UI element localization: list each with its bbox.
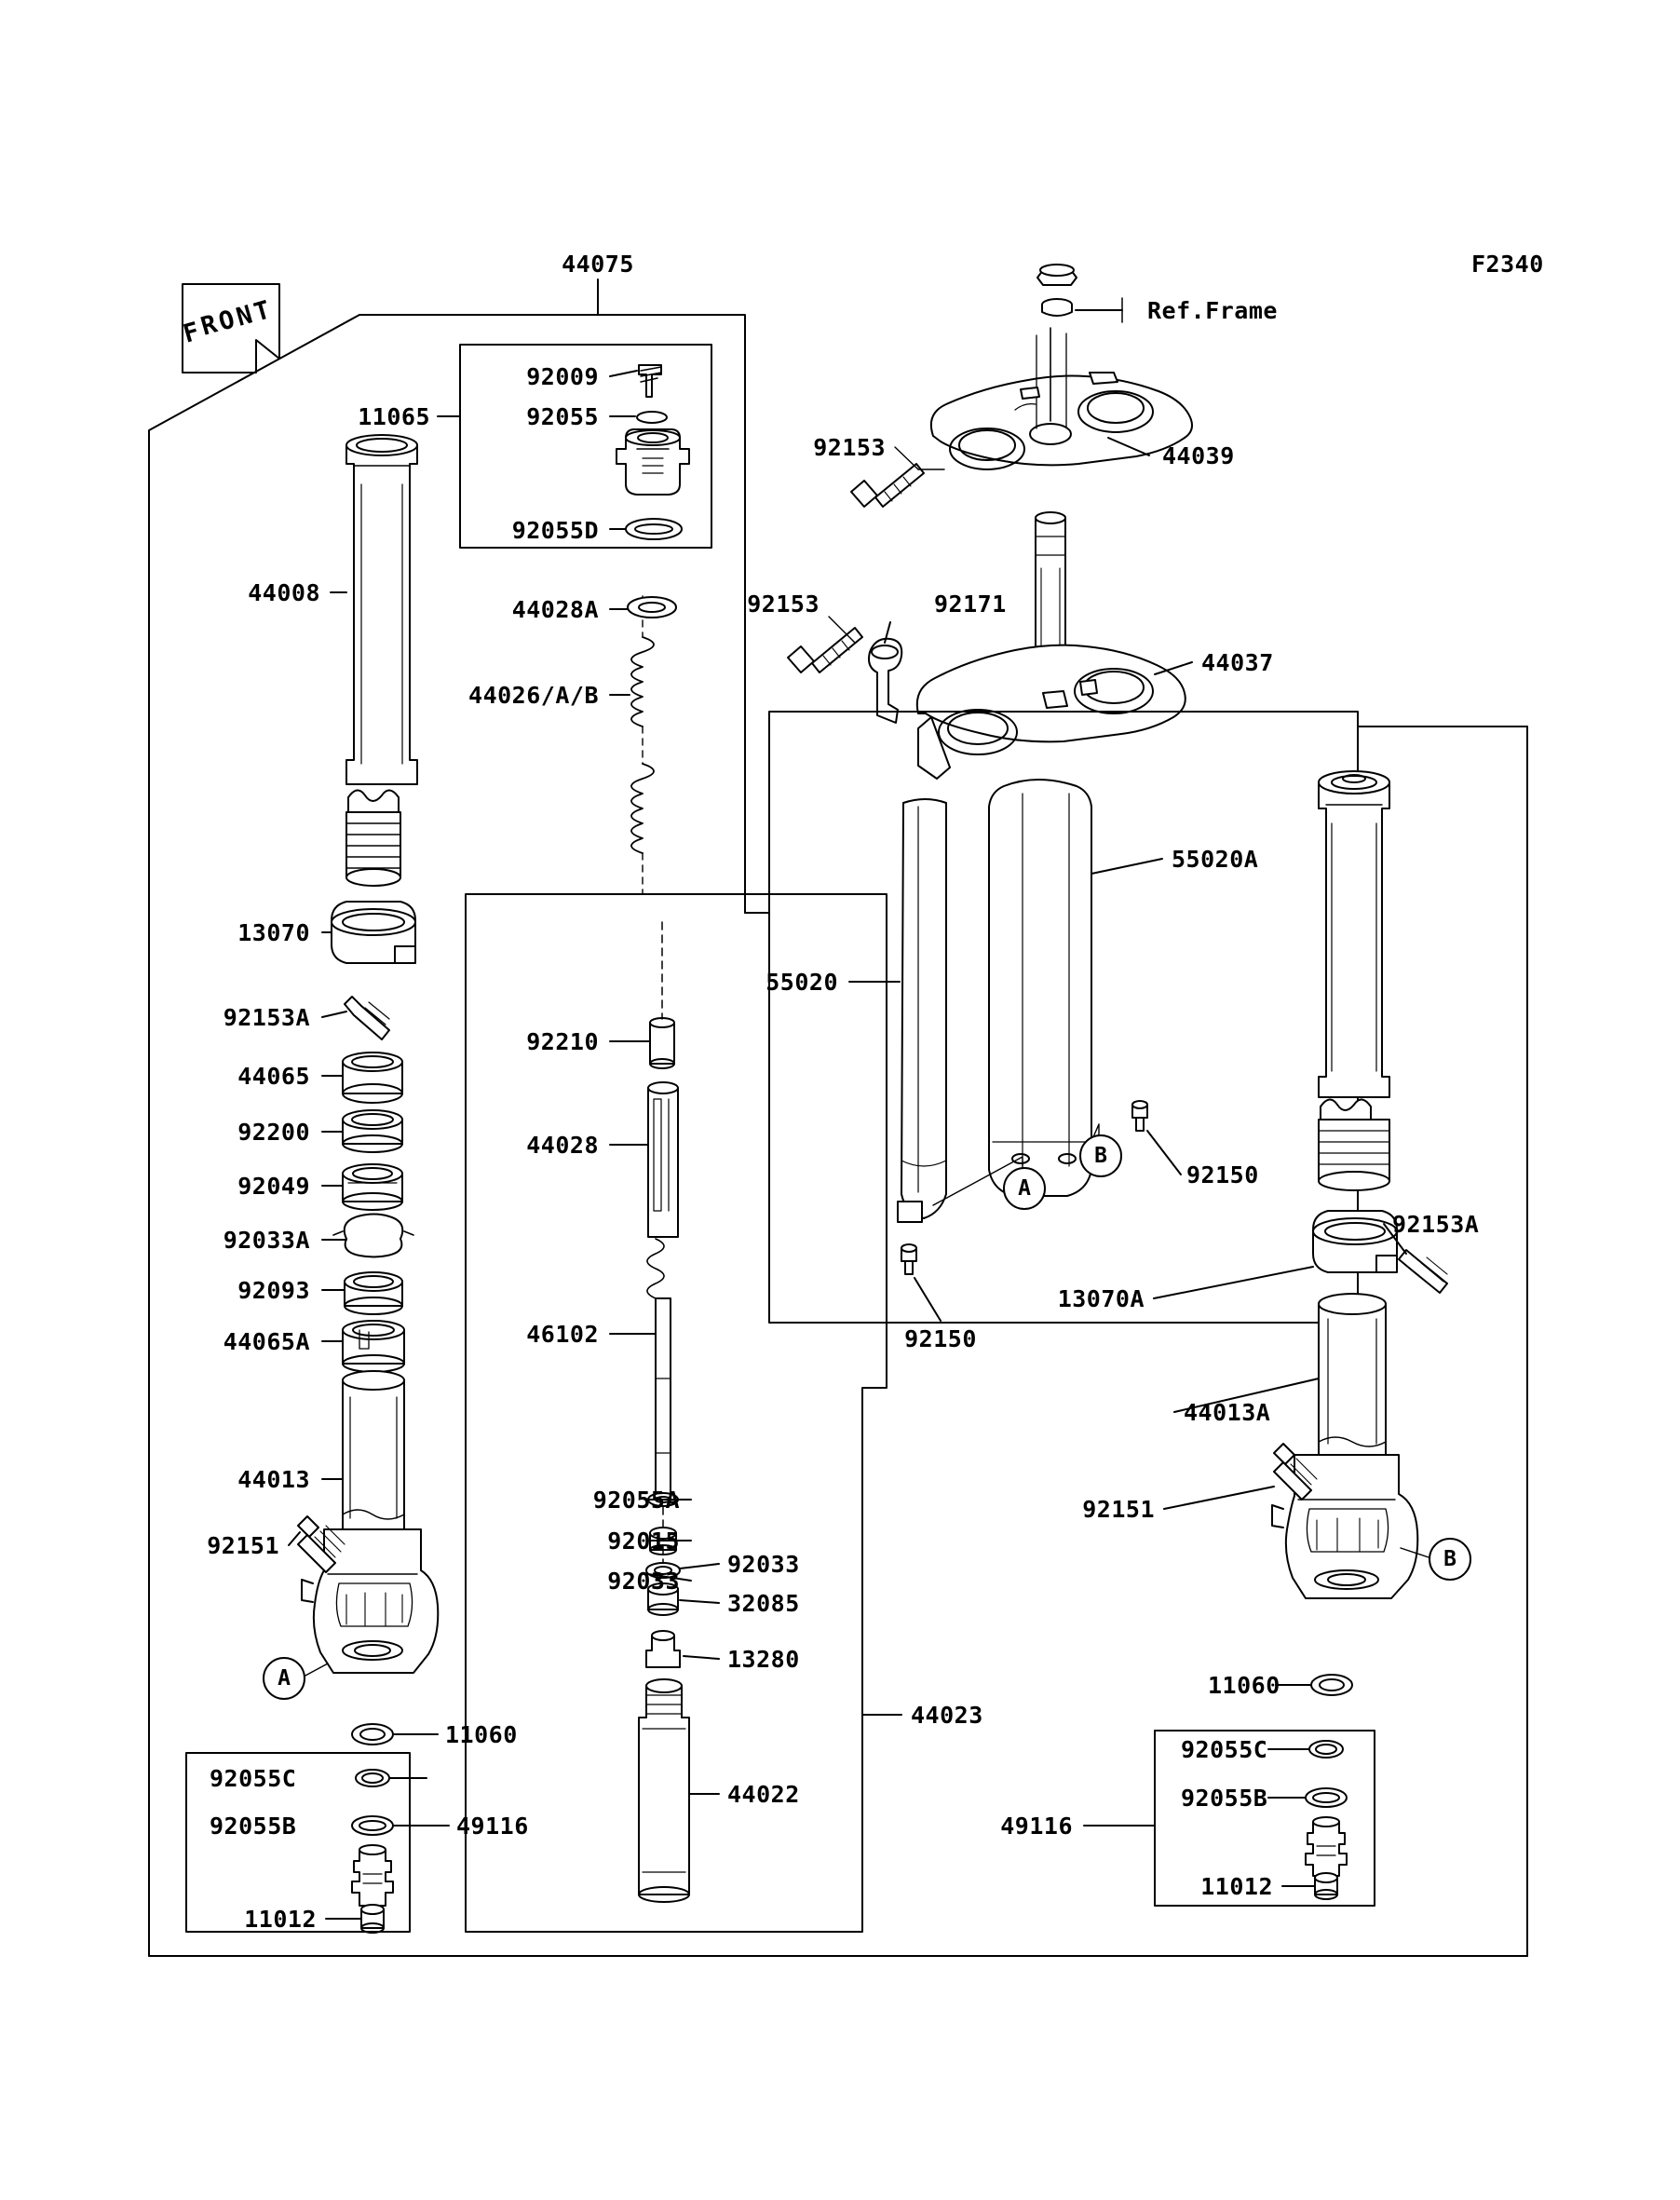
part-label-92151-left: 92151 [207,1532,279,1559]
part-label-92055d: 92055D [511,517,599,544]
part-label-13280: 13280 [727,1646,800,1673]
part-label-13070: 13070 [237,919,310,946]
part-label-49116-right: 49116 [1000,1813,1073,1840]
callout-b-fender: B [1079,1134,1122,1177]
part-label-11012-right: 11012 [1200,1873,1273,1900]
part-label-49116-left: 49116 [456,1813,529,1840]
part-label-92049: 92049 [237,1173,310,1200]
svg-text:F: F [180,317,203,349]
part-label-44013: 44013 [237,1466,310,1493]
part-label-44026: 44026/A/B [468,682,599,709]
svg-text:R: R [197,309,221,342]
part-label-92009: 92009 [526,363,599,390]
part-label-92033-left: 92033 [607,1568,680,1595]
part-label-92055b-right: 92055B [1181,1785,1268,1812]
part-label-55020a: 55020A [1172,846,1259,873]
part-label-44013a: 44013A [1184,1399,1271,1426]
part-label-92055c-right: 92055C [1181,1736,1268,1763]
part-label-11065: 11065 [358,403,430,430]
part-label-92210: 92210 [526,1028,599,1055]
part-label-46102: 46102 [526,1321,599,1348]
part-label-44028: 44028 [526,1132,599,1159]
callout-a-fender: A [1003,1167,1046,1210]
part-label-92150-right: 92150 [1186,1161,1259,1188]
part-label-13070a: 13070A [1057,1285,1145,1312]
part-label-11060-right: 11060 [1208,1672,1280,1699]
callout-a-left-leg: A [263,1657,305,1700]
part-label-44022: 44022 [727,1781,800,1808]
part-label-92015: 92015 [607,1528,680,1555]
part-label-92151-right: 92151 [1082,1496,1155,1523]
part-label-92055a: 92055A [592,1487,680,1514]
part-label-92033a: 92033A [223,1227,310,1254]
part-label-11012-left: 11012 [244,1906,317,1933]
part-label-92033-right: 92033 [727,1551,800,1578]
part-label-44023: 44023 [911,1702,983,1729]
ref-frame-note: Ref.Frame [1147,297,1278,324]
svg-text:N: N [233,300,256,333]
part-label-44028a: 44028A [511,596,599,623]
part-label-32085: 32085 [727,1590,800,1617]
part-label-92055c-left: 92055C [210,1765,297,1792]
part-label-11060-left: 11060 [445,1721,518,1748]
part-label-44075: 44075 [562,251,634,278]
part-label-92153a-left: 92153A [223,1004,310,1031]
part-label-92153-upper: 92153 [813,434,886,461]
part-label-92150-left: 92150 [904,1325,977,1352]
callout-b-right-leg: B [1429,1538,1471,1581]
part-label-92153a-right: 92153A [1392,1211,1480,1238]
part-label-92153-lower: 92153 [747,591,820,618]
part-label-44039: 44039 [1162,442,1235,469]
part-label-44065a: 44065A [223,1328,310,1355]
part-label-92200: 92200 [237,1119,310,1146]
svg-text:O: O [215,305,238,337]
part-label-55020: 55020 [765,969,838,996]
svg-text:T: T [251,295,274,328]
part-label-92055b-left: 92055B [210,1813,297,1840]
part-label-92055: 92055 [526,403,599,430]
part-label-92093: 92093 [237,1277,310,1304]
part-label-92171: 92171 [934,591,1007,618]
sheet-code: F2340 [1471,251,1544,278]
part-label-44008: 44008 [248,579,320,606]
part-label-44037: 44037 [1201,649,1274,676]
part-label-44065: 44065 [237,1063,310,1090]
